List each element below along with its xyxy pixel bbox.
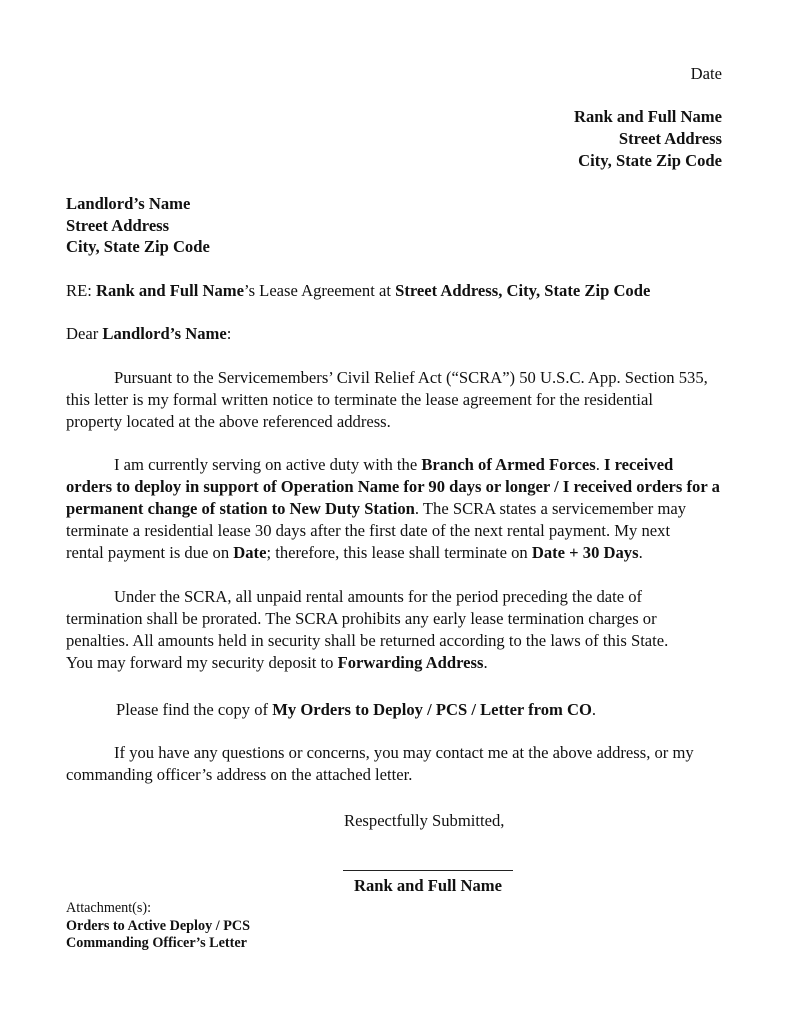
- text: I am currently serving on active duty with the: [114, 455, 422, 474]
- signature-name: Rank and Full Name: [354, 876, 502, 895]
- paragraph-2-line: [66, 521, 670, 541]
- attachment-item: Orders to Active Deploy / PCS: [66, 918, 251, 934]
- text: Pursuant to the Servicemembers’ Civil Relief Act (“SCRA”) 50 U.S.C. App. Section 535,: [114, 368, 708, 387]
- text: .: [595, 455, 605, 474]
- paragraph-3-line: [114, 587, 642, 607]
- paragraph-5-line: [114, 743, 694, 763]
- text: ; therefore, this lease shall terminate on: [266, 543, 532, 562]
- signature-line: [343, 870, 513, 871]
- re-line: [66, 281, 650, 301]
- paragraph-3-line: [66, 609, 657, 629]
- text: Please find the copy of: [116, 700, 273, 719]
- attachment-item: Commanding Officer’s Letter: [66, 935, 247, 951]
- bold-text: Branch of Armed Forces: [421, 455, 596, 474]
- bold-text: Forwarding Address: [337, 653, 484, 672]
- bold-text: I received: [604, 455, 674, 474]
- text: . The SCRA states a servicemember may: [414, 499, 687, 518]
- text: rental payment is due on: [66, 543, 234, 562]
- text: penalties. All amounts held in security shall be returned according to the laws of this State.: [66, 631, 669, 650]
- bold-text: Street Address, City, State Zip Code: [395, 281, 651, 300]
- paragraph-2-line: [66, 543, 643, 563]
- text: RE:: [66, 281, 96, 300]
- text: terminate a residential lease 30 days after the first date of the next rental payment. My next: [66, 521, 671, 540]
- bold-text: Landlord’s Name: [102, 324, 227, 343]
- closing: Respectfully Submitted,: [344, 811, 505, 830]
- paragraph-2-line: [66, 477, 720, 497]
- text: this letter is my formal written notice to terminate the lease agreement for the residential: [66, 390, 654, 409]
- paragraph-1-line: [66, 412, 391, 432]
- text: You may forward my security deposit to: [66, 653, 338, 672]
- sender-name: Rank and Full Name: [574, 107, 722, 126]
- text: Dear: [66, 324, 103, 343]
- recipient-street: Street Address: [66, 216, 170, 235]
- text: .: [638, 543, 643, 562]
- paragraph-5-line: [66, 765, 412, 785]
- letter-date: Date: [690, 64, 722, 83]
- text: ’s Lease Agreement at: [243, 281, 396, 300]
- text: termination shall be prorated. The SCRA prohibits any early lease termination charges or: [66, 609, 657, 628]
- bold-text: Date + 30 Days: [531, 543, 639, 562]
- attachments-label: Attachment(s):: [66, 900, 152, 916]
- text: .: [591, 700, 597, 719]
- sender-city: City, State Zip Code: [578, 151, 722, 170]
- bold-text: My Orders to Deploy / PCS / Letter from CO: [272, 700, 592, 719]
- salutation: [66, 324, 231, 344]
- paragraph-2-line: [66, 499, 686, 519]
- bold-text: orders to deploy in support of Operation Name for 90 days or longer / I received orders for a: [66, 477, 720, 496]
- sender-street: Street Address: [618, 129, 722, 148]
- text: If you have any questions or concerns, you may contact me at the above address, or my: [114, 743, 694, 762]
- text: .: [483, 653, 488, 672]
- recipient-name: Landlord’s Name: [66, 194, 191, 213]
- bold-text: Date: [233, 543, 267, 562]
- bold-text: permanent change of station to New Duty Station: [66, 499, 415, 518]
- paragraph-3-line: [66, 631, 668, 651]
- text: commanding officer’s address on the attached letter.: [66, 765, 413, 784]
- recipient-city: City, State Zip Code: [66, 237, 210, 256]
- paragraph-2-line: [114, 455, 673, 475]
- paragraph-1-line: [114, 368, 708, 388]
- text: Under the SCRA, all unpaid rental amounts for the period preceding the date of: [114, 587, 643, 606]
- paragraph-3-line: [66, 653, 488, 673]
- paragraph-1-line: [66, 390, 653, 410]
- text: :: [226, 324, 232, 343]
- bold-text: Rank and Full Name: [95, 281, 244, 300]
- text: property located at the above referenced address.: [66, 412, 391, 431]
- paragraph-4-line: [116, 700, 596, 720]
